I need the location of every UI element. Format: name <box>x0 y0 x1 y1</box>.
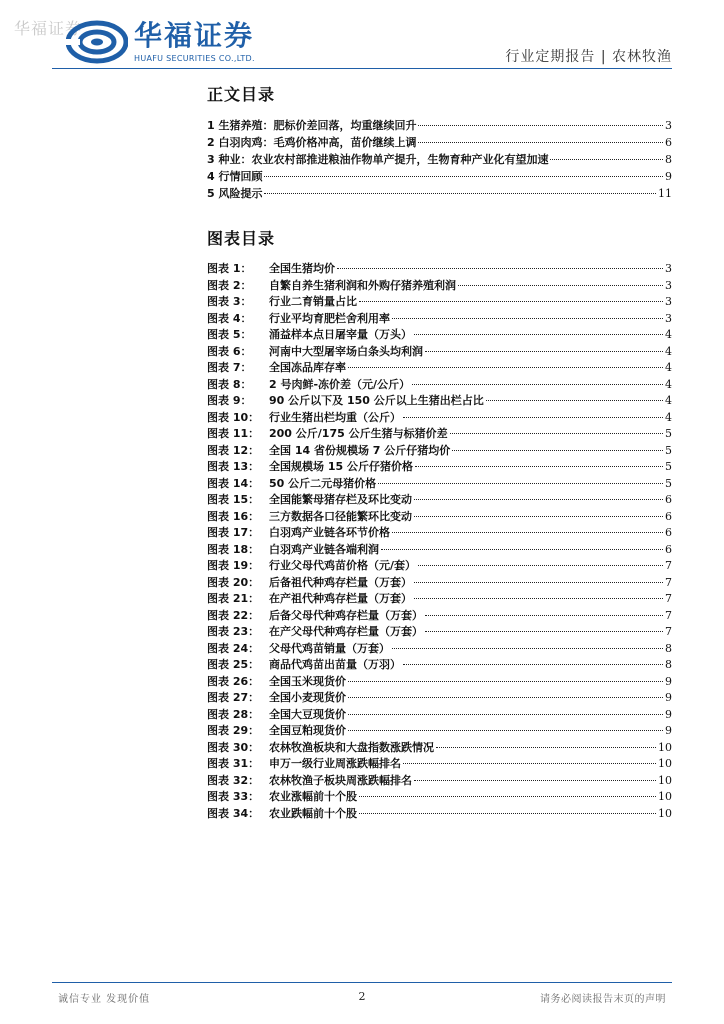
figure-toc-page: 5 <box>665 476 672 490</box>
figure-toc-label: 后备父母代种鸡存栏量（万套） <box>269 608 423 622</box>
dot-leader <box>414 582 663 583</box>
dot-leader <box>418 565 663 566</box>
toc-entry[interactable] <box>207 134 672 151</box>
dot-leader <box>403 417 663 418</box>
figure-toc-label: 90 公斤以下及 150 公斤以上生猪出栏占比 <box>269 394 484 407</box>
figure-toc-number: 图表 23： <box>207 625 260 638</box>
figure-toc-entry[interactable] <box>207 360 672 377</box>
huafu-logo-icon <box>66 20 128 64</box>
figure-toc-label: 2 号肉鲜-冻价差（元/公斤） <box>269 377 411 391</box>
dot-leader <box>359 301 663 302</box>
figure-toc-number: 图表 26： <box>207 674 260 688</box>
figure-toc-label: 农林牧渔子板块周涨跌幅排名 <box>269 773 412 787</box>
figure-toc-label: 全国冻品库存率 <box>269 361 346 374</box>
figure-toc-number: 图表 11： <box>207 427 260 440</box>
dot-leader <box>412 384 663 385</box>
figure-toc-entry[interactable] <box>207 278 672 295</box>
figure-toc-number: 图表 3： <box>207 295 252 308</box>
figure-toc-page: 8 <box>665 641 672 655</box>
main-toc <box>207 117 672 202</box>
figure-toc-page: 7 <box>665 608 672 622</box>
toc-page: 11 <box>658 187 672 200</box>
toc-label: 5 风险提示 <box>207 187 263 200</box>
toc-label: 2 白羽肉鸡：毛鸡价格冲高，苗价继续上调 <box>207 136 417 149</box>
figure-toc-entry[interactable] <box>207 740 672 757</box>
figure-toc-entry[interactable] <box>207 806 672 823</box>
report-type: 行业定期报告 | 农林牧渔 <box>505 49 672 65</box>
figure-toc-entry[interactable] <box>207 558 672 575</box>
watermark: 华福证券 <box>14 19 83 38</box>
figure-toc-entry[interactable] <box>207 690 672 707</box>
toc-page: 8 <box>665 153 672 166</box>
figure-toc-number: 图表 1： <box>207 262 252 275</box>
figure-toc-label: 全国豆粕现货价 <box>269 724 346 737</box>
footer-divider <box>52 982 672 983</box>
figure-toc-page: 9 <box>665 691 672 704</box>
dot-leader <box>381 549 663 550</box>
figure-toc-label: 三方数据各口径能繁环比变动 <box>269 509 412 523</box>
figure-toc-page: 10 <box>658 773 672 787</box>
figure-toc-label: 行业二育销量占比 <box>269 295 357 308</box>
dot-leader <box>415 466 663 467</box>
toc-label: 1 生猪养殖：肥标价差回落，均重继续回升 <box>207 119 417 132</box>
figure-toc-entry[interactable] <box>207 261 672 278</box>
figure-toc-page: 10 <box>658 790 672 803</box>
figure-toc-label: 全国玉米现货价 <box>269 674 346 688</box>
figure-toc-page: 9 <box>665 707 672 721</box>
figure-toc-entry[interactable] <box>207 377 672 394</box>
figure-toc-number: 图表 8： <box>207 377 252 391</box>
dot-leader <box>414 499 663 500</box>
figure-toc-entry[interactable] <box>207 492 672 509</box>
figure-toc-entry[interactable] <box>207 525 672 542</box>
figure-toc-entry[interactable] <box>207 575 672 592</box>
figure-toc-page: 7 <box>665 575 672 589</box>
figure-toc-page: 9 <box>665 674 672 688</box>
main-toc-title: 正文目录 <box>207 85 276 104</box>
figure-toc-entry[interactable] <box>207 443 672 460</box>
figure-toc-page: 4 <box>665 344 672 358</box>
figure-toc-label: 白羽鸡产业链各环节价格 <box>269 526 390 539</box>
figure-toc-entry[interactable] <box>207 542 672 559</box>
dot-leader <box>348 367 663 368</box>
dot-leader <box>425 615 663 616</box>
dot-leader <box>403 763 656 764</box>
figure-toc-number: 图表 20： <box>207 575 260 589</box>
figure-toc-entry[interactable] <box>207 426 672 443</box>
company-logo <box>66 18 255 66</box>
figure-toc-entry[interactable] <box>207 393 672 410</box>
company-name-cn: 华福证券 <box>134 18 255 52</box>
dot-leader <box>392 318 663 319</box>
figure-toc-number: 图表 21： <box>207 592 260 605</box>
toc-entry[interactable] <box>207 168 672 185</box>
page-number: 2 <box>358 990 366 1003</box>
dot-leader <box>264 176 663 177</box>
toc-page: 6 <box>665 136 672 149</box>
figure-toc-number: 图表 34： <box>207 806 260 820</box>
figure-toc-title: 图表目录 <box>207 229 276 248</box>
figure-toc-label: 全国小麦现货价 <box>269 691 346 704</box>
dot-leader <box>348 714 663 715</box>
company-name-en: HUAFU SECURITIES CO.,LTD. <box>134 53 255 63</box>
figure-toc-number: 图表 16： <box>207 509 260 523</box>
dot-leader <box>414 334 663 335</box>
figure-toc-number: 图表 10： <box>207 410 260 424</box>
figure-toc-number: 图表 31： <box>207 757 260 770</box>
figure-toc-entry[interactable] <box>207 723 672 740</box>
figure-toc-page: 6 <box>665 526 672 539</box>
figure-toc-number: 图表 25： <box>207 658 260 671</box>
figure-toc-label: 自繁自养生猪利润和外购仔猪养殖利润 <box>269 278 456 292</box>
figure-toc-number: 图表 2： <box>207 278 252 292</box>
figure-toc-page: 7 <box>665 592 672 605</box>
figure-toc-page: 5 <box>665 427 672 440</box>
figure-toc-page: 6 <box>665 493 672 506</box>
figure-toc-page: 5 <box>665 443 672 457</box>
figure-toc-label: 全国规模场 15 公斤仔猪价格 <box>269 460 413 473</box>
dot-leader <box>486 400 663 401</box>
dot-leader <box>392 532 663 533</box>
figure-toc-label: 河南中大型屠宰场白条头均利润 <box>269 344 423 358</box>
figure-toc-page: 3 <box>665 262 672 275</box>
figure-toc-page: 4 <box>665 377 672 391</box>
figure-toc-label: 行业生猪出栏均重（公斤） <box>269 410 401 424</box>
figure-toc-label: 50 公斤二元母猪价格 <box>269 476 377 490</box>
figure-toc-number: 图表 22： <box>207 608 260 622</box>
figure-toc-label: 白羽鸡产业链各端利润 <box>269 542 379 556</box>
dot-leader <box>359 813 656 814</box>
figure-toc-number: 图表 24： <box>207 641 260 655</box>
toc-label: 4 行情回顾 <box>207 170 263 183</box>
figure-toc-page: 3 <box>665 311 672 325</box>
figure-toc-page: 3 <box>665 278 672 292</box>
toc-page: 9 <box>665 170 672 183</box>
figure-toc-label: 全国能繁母猪存栏及环比变动 <box>269 493 412 506</box>
figure-toc-label: 申万一级行业周涨跌幅排名 <box>269 757 401 770</box>
figure-toc-page: 4 <box>665 361 672 374</box>
figure-toc-entry[interactable] <box>207 756 672 773</box>
figure-toc <box>207 261 672 822</box>
dot-leader <box>414 516 663 517</box>
toc-entry[interactable] <box>207 151 672 168</box>
figure-toc-entry[interactable] <box>207 459 672 476</box>
figure-toc-number: 图表 13： <box>207 460 260 473</box>
figure-toc-number: 图表 6： <box>207 344 252 358</box>
toc-page: 3 <box>665 119 672 132</box>
figure-toc-page: 10 <box>658 757 672 770</box>
figure-toc-label: 在产祖代种鸡存栏量（万套） <box>269 592 412 605</box>
figure-toc-page: 6 <box>665 509 672 523</box>
figure-toc-label: 行业父母代鸡苗价格（元/套） <box>269 559 417 572</box>
figure-toc-number: 图表 30： <box>207 740 260 754</box>
toc-entry[interactable] <box>207 117 672 134</box>
figure-toc-number: 图表 27： <box>207 691 260 704</box>
figure-toc-page: 4 <box>665 394 672 407</box>
dot-leader <box>418 125 663 126</box>
figure-toc-label: 父母代鸡苗销量（万套） <box>269 641 390 655</box>
figure-toc-number: 图表 4： <box>207 311 252 325</box>
dot-leader <box>348 681 663 682</box>
figure-toc-entry[interactable] <box>207 657 672 674</box>
figure-toc-label: 200 公斤/175 公斤生猪与标猪价差 <box>269 427 448 440</box>
figure-toc-entry[interactable] <box>207 327 672 344</box>
figure-toc-label: 后备祖代种鸡存栏量（万套） <box>269 575 412 589</box>
figure-toc-label: 行业平均育肥栏舍利用率 <box>269 311 390 325</box>
figure-toc-number: 图表 7： <box>207 361 252 374</box>
figure-toc-entry[interactable] <box>207 707 672 724</box>
dot-leader <box>378 483 663 484</box>
dot-leader <box>550 159 663 160</box>
figure-toc-page: 6 <box>665 542 672 556</box>
dot-leader <box>264 193 656 194</box>
figure-toc-label: 全国 14 省份规模场 7 公斤仔猪均价 <box>269 443 451 457</box>
dot-leader <box>425 631 663 632</box>
figure-toc-entry[interactable] <box>207 773 672 790</box>
figure-toc-page: 9 <box>665 724 672 737</box>
figure-toc-label: 在产父母代种鸡存栏量（万套） <box>269 625 423 638</box>
figure-toc-number: 图表 19： <box>207 559 260 572</box>
figure-toc-number: 图表 33： <box>207 790 260 803</box>
figure-toc-entry[interactable] <box>207 311 672 328</box>
figure-toc-entry[interactable] <box>207 789 672 806</box>
figure-toc-number: 图表 5： <box>207 328 252 341</box>
dot-leader <box>458 285 663 286</box>
figure-toc-label: 全国大豆现货价 <box>269 707 346 721</box>
figure-toc-entry[interactable] <box>207 624 672 641</box>
figure-toc-entry[interactable] <box>207 608 672 625</box>
dot-leader <box>452 450 663 451</box>
dot-leader <box>450 433 663 434</box>
figure-toc-entry[interactable] <box>207 641 672 658</box>
figure-toc-number: 图表 17： <box>207 526 260 539</box>
figure-toc-entry[interactable] <box>207 509 672 526</box>
dot-leader <box>414 598 663 599</box>
figure-toc-number: 图表 12： <box>207 443 260 457</box>
figure-toc-label: 农林牧渔板块和大盘指数涨跌情况 <box>269 740 434 754</box>
figure-toc-label: 农业涨幅前十个股 <box>269 790 357 803</box>
figure-toc-entry[interactable] <box>207 344 672 361</box>
dot-leader <box>425 351 663 352</box>
figure-toc-number: 图表 28： <box>207 707 260 721</box>
dot-leader <box>337 268 663 269</box>
figure-toc-label: 全国生猪均价 <box>269 262 335 275</box>
figure-toc-number: 图表 15： <box>207 493 260 506</box>
figure-toc-page: 3 <box>665 295 672 308</box>
footer-disclaimer: 请务必阅读报告末页的声明 <box>540 994 666 1005</box>
figure-toc-entry[interactable] <box>207 591 672 608</box>
figure-toc-number: 图表 14： <box>207 476 260 490</box>
figure-toc-page: 7 <box>665 559 672 572</box>
dot-leader <box>414 780 656 781</box>
figure-toc-number: 图表 9： <box>207 394 252 407</box>
dot-leader <box>403 664 663 665</box>
dot-leader <box>392 648 663 649</box>
figure-toc-entry[interactable] <box>207 410 672 427</box>
figure-toc-number: 图表 18： <box>207 542 260 556</box>
toc-entry[interactable] <box>207 185 672 202</box>
figure-toc-number: 图表 29： <box>207 724 260 737</box>
figure-toc-page: 8 <box>665 658 672 671</box>
figure-toc-page: 4 <box>665 328 672 341</box>
figure-toc-page: 10 <box>658 806 672 820</box>
figure-toc-number: 图表 32： <box>207 773 260 787</box>
figure-toc-label: 涌益样本点日屠宰量（万头） <box>269 328 412 341</box>
figure-toc-page: 4 <box>665 410 672 424</box>
figure-toc-page: 5 <box>665 460 672 473</box>
figure-toc-entry[interactable] <box>207 674 672 691</box>
figure-toc-label: 农业跌幅前十个股 <box>269 806 357 820</box>
header-divider <box>52 68 672 69</box>
dot-leader <box>348 697 663 698</box>
dot-leader <box>348 730 663 731</box>
figure-toc-page: 7 <box>665 625 672 638</box>
dot-leader <box>418 142 663 143</box>
figure-toc-entry[interactable] <box>207 476 672 493</box>
figure-toc-label: 商品代鸡苗出苗量（万羽） <box>269 658 401 671</box>
dot-leader <box>436 747 656 748</box>
toc-label: 3 种业：农业农村部推进粮油作物单产提升，生物育种产业化有望加速 <box>207 153 549 166</box>
figure-toc-page: 10 <box>658 740 672 754</box>
footer-slogan: 诚信专业 发现价值 <box>58 994 151 1005</box>
figure-toc-entry[interactable] <box>207 294 672 311</box>
dot-leader <box>359 796 656 797</box>
